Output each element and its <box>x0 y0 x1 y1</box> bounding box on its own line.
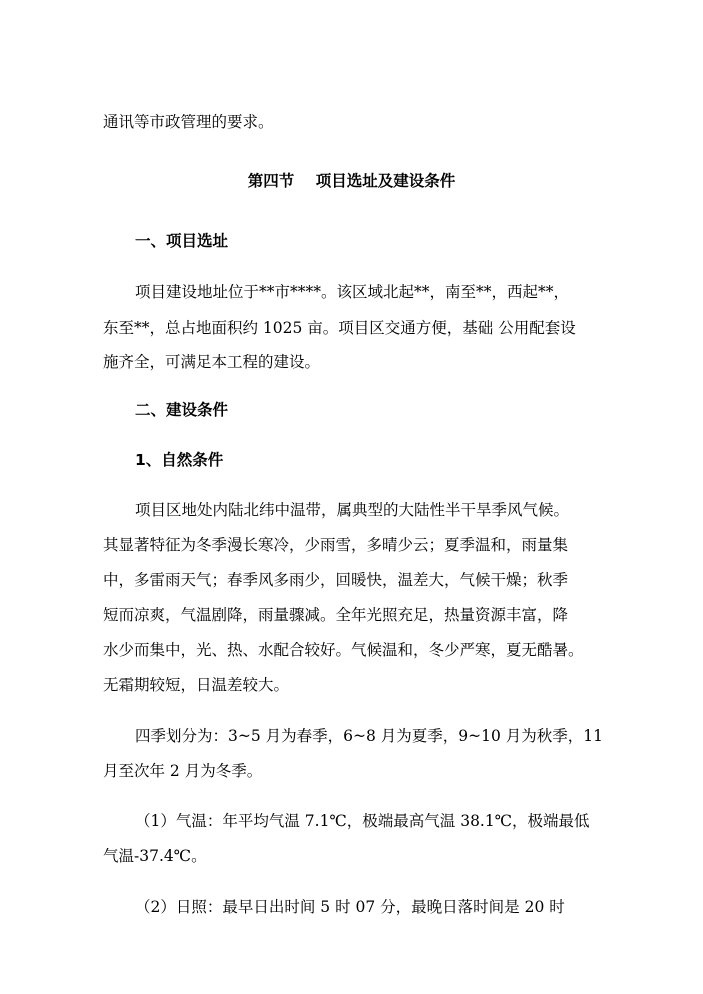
site-paragraph-line: 项目建设地址位于**市****。该区域北起**，南至**，西起**， <box>135 283 570 301</box>
season-paragraph-line: 月至次年 2 月为冬季。 <box>103 762 263 780</box>
continuation-text: 通讯等市政管理的要求。 <box>103 113 274 131</box>
climate-paragraph-line: 其显著特征为冬季漫长寒冷，少雨雪，多晴少云；夏季温和，雨量集 <box>103 536 569 554</box>
heading-construction-conditions: 二、建设条件 <box>135 401 229 419</box>
site-paragraph-line: 东至**，总占地面积约 1025 亩。项目区交通方便，基础 公用配套设 <box>103 319 576 337</box>
heading-natural-conditions: 1、自然条件 <box>135 451 224 469</box>
temperature-paragraph-line: （1）气温：年平均气温 7.1℃，极端最高气温 38.1℃，极端最低 <box>135 812 590 830</box>
climate-paragraph-line: 短而凉爽，气温剧降，雨量骤减。全年光照充足，热量资源丰富，降 <box>103 606 569 624</box>
climate-paragraph-line: 水少而集中，光、热、水配合较好。气候温和，冬少严寒，夏无酷暑。 <box>103 641 584 659</box>
climate-paragraph-line: 项目区地处内陆北纬中温带，属典型的大陆性半干旱季风气候。 <box>135 501 570 519</box>
section-title: 第四节 项目选址及建设条件 <box>247 172 456 190</box>
sunshine-paragraph-line: （2）日照：最早日出时间 5 时 07 分，最晚日落时间是 20 时 <box>135 898 565 916</box>
site-paragraph-line: 施齐全，可满足本工程的建设。 <box>103 353 321 371</box>
climate-paragraph-line: 中，多雷雨天气；春季风多雨少，回暖快，温差大，气候干燥；秋季 <box>103 571 569 589</box>
climate-paragraph-line: 无霜期较短，日温差较大。 <box>103 676 290 694</box>
season-paragraph-line: 四季划分为：3~5 月为春季，6~8 月为夏季，9~10 月为秋季，11 <box>135 727 603 745</box>
heading-site-selection: 一、项目选址 <box>135 232 229 250</box>
temperature-paragraph-line: 气温-37.4℃。 <box>103 847 207 865</box>
